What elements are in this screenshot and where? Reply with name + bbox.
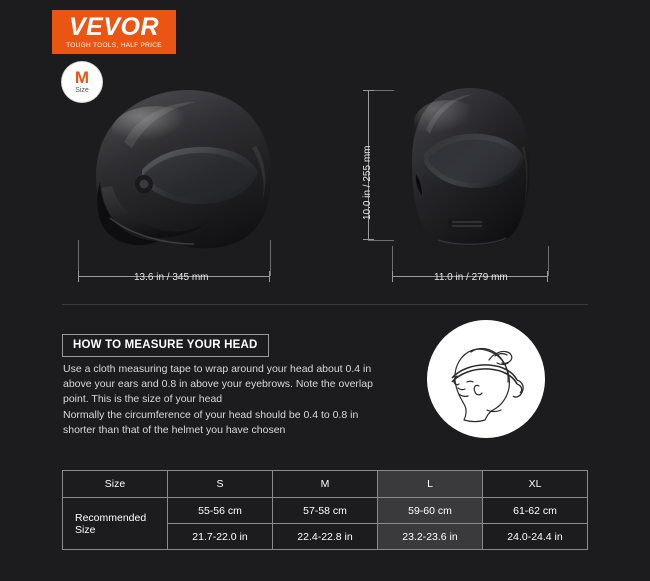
- dim-label-front-height: 10.0 in / 255 mm: [362, 145, 373, 220]
- brand-tagline: TOUGH TOOLS, HALF PRICE: [66, 42, 162, 49]
- brand-name: VEVOR: [68, 13, 160, 41]
- size-table: [62, 470, 588, 550]
- table-header-row: [63, 471, 588, 498]
- helmet-front-view-image: [390, 78, 550, 258]
- helmet-side-view-image: [66, 78, 286, 258]
- dim-lead-right-side: [270, 240, 271, 276]
- table-cell-s-in: 21.7-22.0 in: [168, 524, 273, 550]
- howto-paragraph-2: Normally the circumference of your head should be 0.4 to 0.8 in shorter than that of the helmet you have chosen: [63, 409, 359, 436]
- howto-paragraph-1: Use a cloth measuring tape to wrap around your head about 0.4 in above your ears and 0.8 in above your eyebrows. Note the overlap point. This is the size of your head: [63, 363, 373, 405]
- table-cell-xl-cm: 61-62 cm: [483, 498, 588, 524]
- dim-label-side-width: 13.6 in / 345 mm: [134, 272, 209, 283]
- table-cell-l-cm: 59-60 cm: [378, 498, 483, 524]
- table-row-label: Recommended Size: [63, 498, 168, 550]
- howto-title: HOW TO MEASURE YOUR HEAD: [62, 334, 269, 357]
- section-divider: [62, 304, 588, 305]
- table-header-cell-l: L: [378, 471, 483, 498]
- vevor-logo: [52, 10, 176, 54]
- table-cell-m-cm: 57-58 cm: [273, 498, 378, 524]
- table-cell-m-in: 22.4-22.8 in: [273, 524, 378, 550]
- dim-lead-bottom-front: [368, 240, 394, 241]
- table-header-cell-xl: XL: [483, 471, 588, 498]
- table-row: [63, 498, 588, 524]
- table-cell-xl-in: 24.0-24.4 in: [483, 524, 588, 550]
- table-header-cell-size: Size: [63, 471, 168, 498]
- head-measure-icon: [427, 320, 545, 438]
- table-header-cell-s: S: [168, 471, 273, 498]
- size-badge-caption: Size: [75, 86, 89, 94]
- size-badge-letter: M: [74, 67, 90, 87]
- table-header-cell-m: M: [273, 471, 378, 498]
- dim-label-front-width: 11.0 in / 279 mm: [434, 272, 508, 283]
- table-cell-l-in: 23.2-23.6 in: [378, 524, 483, 550]
- dim-lead-right-front: [548, 246, 549, 276]
- table-cell-s-cm: 55-56 cm: [168, 498, 273, 524]
